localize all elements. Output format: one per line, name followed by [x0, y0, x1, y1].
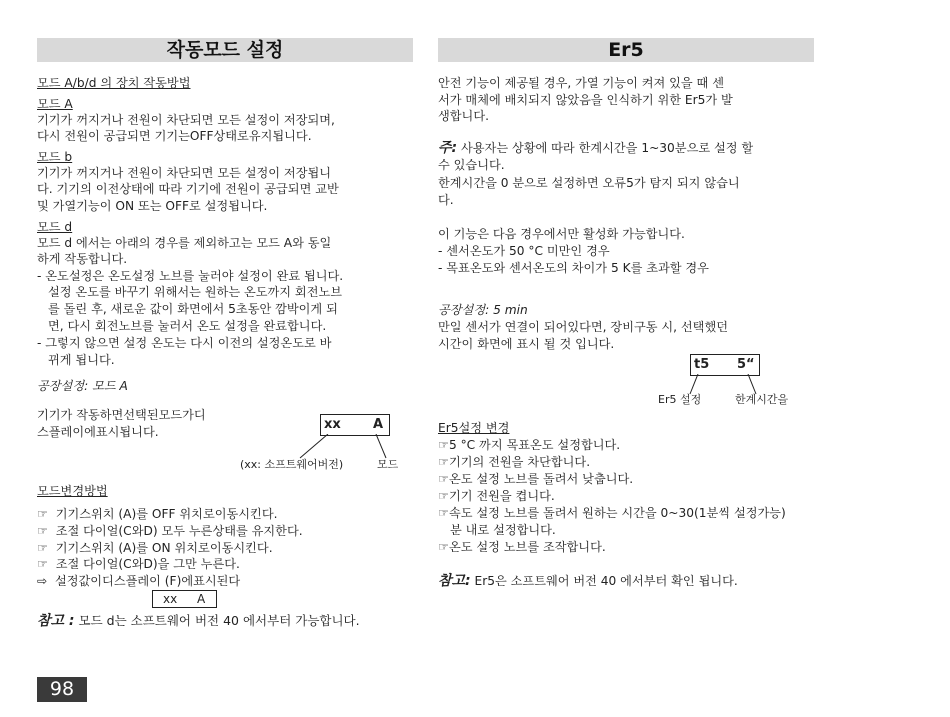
heading-mode-d: 모드 d [37, 220, 73, 234]
text-line: 면, 다시 회전노브를 눌러서 온도 설정을 완료합니다. [48, 319, 327, 333]
hand-icon: ☞ [37, 541, 48, 555]
text-line: 수 있습니다. [438, 158, 505, 172]
mode-change-title: 모드변경방법 [37, 484, 108, 498]
small-display-right: A [197, 592, 206, 606]
step-item: ☞ 기기스위치 (A)를 OFF 위치로이동시킨다. [37, 507, 278, 521]
text-line: 모드 d 에서는 아래의 경우를 제외하고는 모드 A와 동일 [37, 236, 332, 250]
text-line: 기기가 꺼지거나 전원이 차단되면 모든 설정이 저장되며, [37, 113, 335, 127]
right-note [438, 573, 738, 589]
text-line: 시간이 화면에 표시 될 것 입니다. [438, 337, 615, 351]
left-note [37, 613, 360, 629]
hand-icon: ☞ [37, 524, 48, 538]
text-line: 한계시간을 0 분으로 설정하면 오류5가 탐지 되지 않습니 [438, 176, 740, 190]
step-item: ☞기기의 전원을 차단합니다. [438, 455, 591, 469]
note-label: 참고: [438, 573, 471, 589]
step-item: ☞온도 설정 노브를 조작합니다. [438, 540, 606, 554]
text-line: 생합니다. [438, 109, 489, 123]
hand-icon: ☞ [438, 489, 449, 503]
text-line: 다. 기기의 이전상태에 따라 기기에 전원이 공급되면 교반 [37, 182, 339, 196]
small-display-left: xx [163, 592, 178, 606]
display-caption-limit: 한계시간을 [735, 393, 789, 406]
step-item: ☞기기 전원을 켭니다. [438, 489, 555, 503]
step-item: ☞속도 설정 노브를 돌려서 원하는 시간을 0~30(1분씩 설정가능) [438, 506, 786, 520]
note-label: 참고 : [37, 613, 75, 629]
text-line: 하게 작동합니다. [37, 252, 128, 266]
display-left-value: t5 [694, 357, 710, 372]
left-section-header: 작동모드 설정 [37, 38, 413, 62]
text-line: 주: 사용자는 상황에 따라 한계시간을 1~30분으로 설정 할 [438, 140, 754, 156]
arrow-icon: ⇨ [37, 574, 48, 588]
hand-icon: ☞ [438, 506, 449, 520]
text-line: - 그렇지 않으면 설정 온도는 다시 이전의 설정온도로 바 [37, 336, 332, 350]
step-item: ☞ 조절 다이얼(C와D) 모두 누른상태를 유지한다. [37, 524, 303, 538]
page-number: 98 [37, 677, 87, 702]
text-line: 만일 센서가 연결이 되어있다면, 장비구동 시, 선택했던 [438, 320, 729, 334]
note-label: 주: [438, 140, 458, 156]
er5-change-title: Er5설정 변경 [438, 421, 510, 435]
display-left-value: xx [324, 417, 341, 432]
text-line: 다시 전원이 공급되면 기기는OFF상태로유지됩니다. [37, 129, 312, 143]
hand-icon: ☞ [438, 438, 449, 452]
hand-icon: ☞ [37, 557, 48, 571]
step-item: ⇨ 설정값이디스플레이 (F)에표시된다 [37, 574, 241, 588]
text-line: 스플레이에표시됩니다. [37, 425, 159, 439]
step-item-continued: 분 내로 설정합니다. [450, 523, 556, 537]
display-right-value: 5“ [737, 357, 755, 372]
step-item: ☞5 °C 까지 목표온도 설정합니다. [438, 438, 621, 452]
step-item: ☞ 조절 다이얼(C와D)을 그만 누른다. [37, 557, 240, 571]
text-line: 안전 기능이 제공될 경우, 가열 기능이 켜져 있을 때 센 [438, 76, 724, 90]
hand-icon: ☞ [37, 507, 48, 521]
right-section-header: Er5 [438, 38, 814, 62]
heading-mode-b: 모드 b [37, 150, 73, 164]
text-line: 뀌게 됩니다. [48, 353, 115, 367]
display-caption-version: (xx: 소프트웨어버전) [240, 458, 344, 471]
text-line: - 온도설정은 온도설정 노브를 눌러야 설정이 완료 됩니다. [37, 269, 344, 283]
mode-display-box [320, 414, 390, 436]
text-line: 및 가열기능이 ON 또는 OFF로 설정됩니다. [37, 199, 268, 213]
text-line: 기기가 작동하면선택된모드가디 [37, 408, 206, 422]
heading-mode-operation: 모드 A/b/d 의 장치 작동방법 [37, 76, 191, 90]
text-line: 이 기능은 다음 경우에서만 활성화 가능합니다. [438, 227, 685, 241]
hand-icon: ☞ [438, 455, 449, 469]
small-display-box [152, 590, 217, 608]
text-line: 서가 매체에 배치되지 않았음을 인식하기 위한 Er5가 발 [438, 93, 733, 107]
display-caption-er5: Er5 설정 [658, 393, 702, 406]
er5-display-box [690, 354, 760, 376]
text-line: 를 돌린 후, 새로운 값이 화면에서 5초동안 깜박이게 되 [48, 302, 338, 316]
display-right-value: A [373, 417, 384, 432]
text-line: - 센서온도가 50 °C 미만인 경우 [438, 244, 610, 258]
note-text: Er5은 소프트웨어 버전 40 에서부터 확인 됩니다. [474, 574, 738, 588]
step-item: ☞온도 설정 노브를 돌려서 낮춥니다. [438, 472, 634, 486]
display-caption-mode: 모드 [377, 458, 399, 471]
text-line: 기기가 꺼지거나 전원이 차단되면 모든 설정이 저장됩니 [37, 166, 332, 180]
note-text: 모드 d는 소프트웨어 버전 40 에서부터 가능합니다. [78, 613, 360, 628]
factory-setting: 공장설정: 5 min [438, 303, 528, 317]
hand-icon: ☞ [438, 472, 449, 486]
step-item: ☞ 기기스위치 (A)를 ON 위치로이동시킨다. [37, 541, 273, 555]
text-line: 다. [438, 193, 454, 207]
factory-setting: 공장설정: 모드 A [37, 379, 128, 393]
text-line: - 목표온도와 센서온도의 차이가 5 K를 초과할 경우 [438, 261, 709, 275]
hand-icon: ☞ [438, 540, 449, 554]
text-line: 설정 온도를 바꾸기 위해서는 원하는 온도까지 회전노브 [48, 285, 343, 299]
heading-mode-a: 모드 A [37, 97, 73, 111]
